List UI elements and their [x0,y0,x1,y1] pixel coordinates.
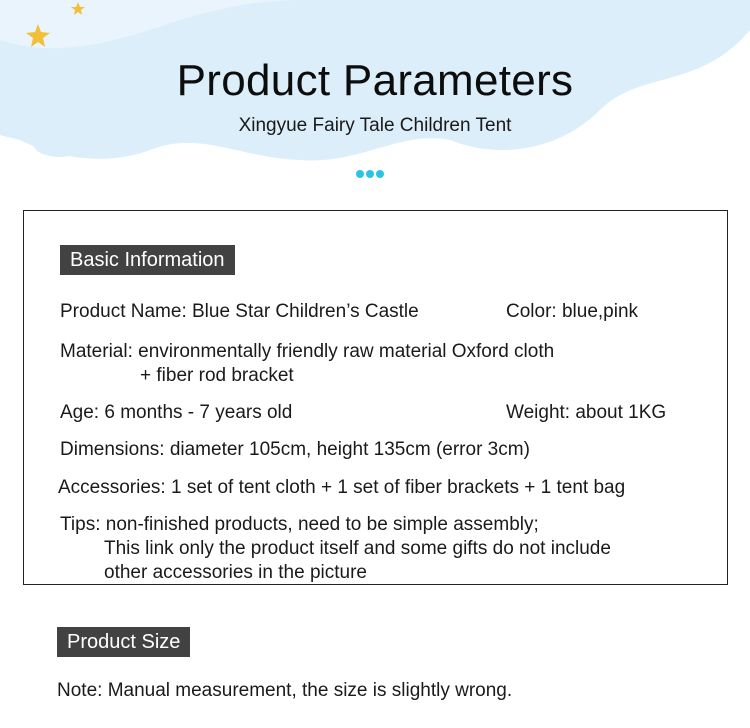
product-dimensions: Dimensions: diameter 105cm, height 135cm (error 3cm) [60,439,530,460]
product-age: Age: 6 months - 7 years old [60,402,293,423]
product-color: Color: blue,pink [506,301,639,322]
size-note: Note: Manual measurement, the size is slightly wrong. [57,680,513,701]
product-tips: Tips: non-finished products, need to be simple assembly; [60,514,539,535]
basic-information-tag: Basic Information [60,245,235,275]
product-name: Product Name: Blue Star Children’s Castle [60,301,419,322]
page-title: Product Parameters [176,56,574,105]
basic-information-box [23,210,728,585]
product-size-tag: Product Size [57,627,190,657]
dot-icon [356,170,364,178]
product-material: Material: environmentally friendly raw material Oxford cloth [60,341,555,362]
product-tips-continued: This link only the product itself and some gifts do not include [104,538,611,559]
product-tips-continued-2: other accessories in the picture [104,562,367,583]
dot-icon [366,170,374,178]
decorative-dots [356,170,384,178]
product-material-continued: + fiber rod bracket [140,365,294,386]
product-accessories: Accessories: 1 set of tent cloth + 1 set of fiber brackets + 1 tent bag [58,477,626,498]
dot-icon [376,170,384,178]
page-subtitle: Xingyue Fairy Tale Children Tent [238,115,512,136]
product-weight: Weight: about 1KG [506,402,667,423]
